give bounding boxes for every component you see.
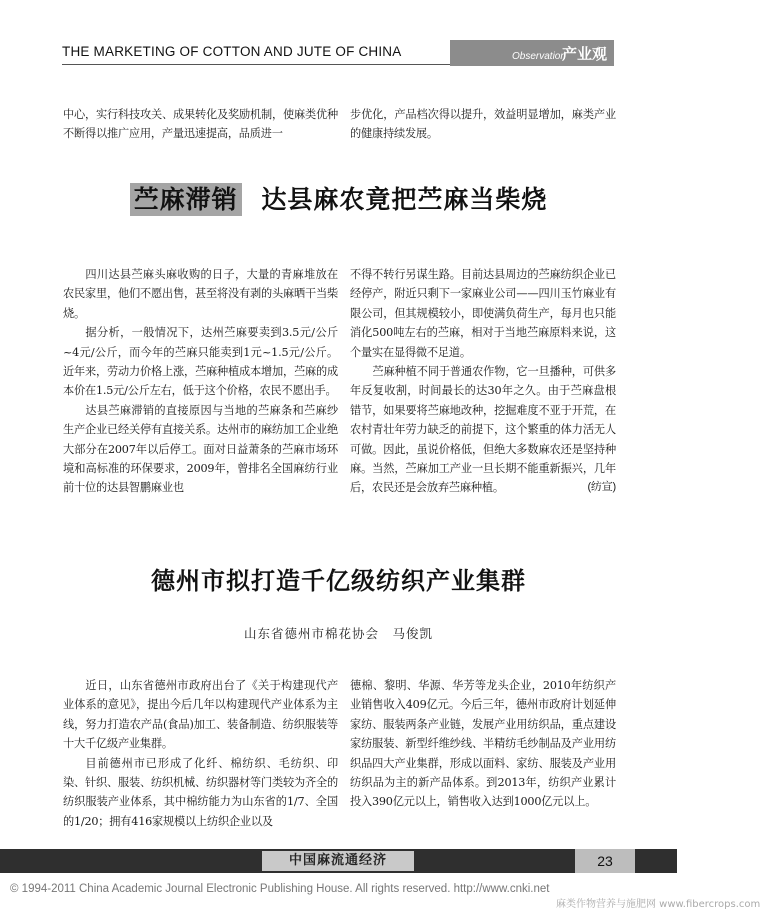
- paragraph: 目前德州市已形成了化纤、棉纺织、毛纺织、印染、针织、服装、纺织机械、纺织器材等门类较为齐全的纺织服装产业体系，其中棉纺能力为山东省的1/7、全国的1/20；拥有416家规模以上纺织企业以及: [63, 756, 338, 828]
- prev-article-right-column: [350, 105, 616, 144]
- section-badge: [450, 40, 614, 84]
- article-1-title: [0, 180, 677, 216]
- article-1-left-column: [63, 265, 338, 498]
- prev-article-left-column: [63, 105, 338, 144]
- article-1-title-highlight: 苎麻滞销: [130, 183, 242, 216]
- article-1-right-column: [350, 265, 616, 498]
- paragraph: 四川达县苎麻头麻收购的日子，大量的青麻堆放在农民家里，他们不愿出售，甚至将没有剥的头麻晒干当柴烧。: [63, 268, 338, 320]
- paragraph: 德棉、黎明、华源、华芳等龙头企业，2010年纺织产业销售收入409亿元。今后三年，德州市政府计划延伸家纺、服装两条产业链，发展产业用纺织品，重点建设家纺服装、新型纤维纱线、半精纺毛纱制品及产业用纺织品四大产业集群，形成以面料、家纺、服装及产业用纺织品为主的新产品体系。到2013年，纺织产业累计投入390亿元以上，销售收入达到1000亿元以上。: [350, 679, 616, 809]
- section-label-en: Observation: [512, 51, 566, 62]
- paragraph-text: 苎麻种植不同于普通农作物，它一旦播种，可供多年反复收割，时间最长的达30年之久。由于苎麻盘根错节，如果要将苎麻地改种，挖掘难度不亚于开荒，在农村青壮年劳力缺乏的前提下，这个繁重的体力活无人可做。因此，虽说价格低，但绝大多数麻农还是坚持种麻。当然，苎麻加工产业一旦长期不能重新振兴，几年后，农民还是会放弃苎麻种植。: [350, 365, 616, 495]
- section-label-cn: 产业观察: [562, 45, 608, 84]
- article-2-right-column: [350, 676, 616, 812]
- article-1-title-rest: 达县麻农竟把苎麻当柴烧: [261, 185, 548, 214]
- paragraph: [350, 362, 616, 498]
- paragraph: 达县苎麻滞销的直接原因与当地的苎麻条和苎麻纱生产企业已经关停有直接关系。达州市的麻纺加工企业绝大部分在2007年以后停工。面对日益萧条的苎麻市场环境和高标准的环保要求，2009年，曾排名全国麻纺行业前十位的达县智鹏麻业也: [63, 403, 338, 495]
- paragraph: 近日，山东省德州市政府出台了《关于构建现代产业体系的意见》，提出今后几年以构建现代产业体系为主线，努力打造农产品(食品)加工、装备制造、纺织服装等十大千亿级产业集群。: [63, 679, 338, 751]
- paragraph: 不得不转行另谋生路。目前达县周边的苎麻纺织企业已经停产，附近只剩下一家麻业公司——四川玉竹麻业有限公司，但其规模较小，即使满负荷生产，每月也只能消化500吨左右的苎麻，相对于当地苎麻原料来说，这个量实在显得微不足道。: [350, 268, 616, 359]
- article-2-left-column: [63, 676, 338, 831]
- article-1-credit: (纺宣): [587, 481, 616, 494]
- copyright-notice: © 1994-2011 China Academic Journal Electronic Publishing House. All rights reserved. http://www.cnki.net: [10, 883, 550, 895]
- journal-masthead: THE MARKETING OF COTTON AND JUTE OF CHINA: [62, 44, 402, 59]
- paragraph: 中心，实行科技攻关、成果转化及奖励机制，使麻类优种不断得以推广应用，产量迅速提高，品质进一: [63, 108, 338, 141]
- watermark: 麻类作物营养与施肥网 www.fibercrops.com: [556, 899, 760, 910]
- paragraph: 步优化，产品档次得以提升，效益明显增加，麻类产业的健康持续发展。: [350, 108, 616, 141]
- paragraph: 据分析，一般情况下，达州苎麻要卖到3.5元/公斤~4元/公斤，而今年的苎麻只能卖到1元~1.5元/公斤。近年来，劳动力价格上涨，苎麻种植成本增加，苎麻的成本价在1.5元/公斤左右，低于这个价格，农民不愿出手。: [63, 326, 338, 398]
- article-2-title: 德州市拟打造千亿级纺织产业集群: [151, 567, 526, 595]
- footer-journal-label: 中国麻流通经济: [262, 851, 414, 871]
- page-number: 23: [575, 849, 635, 873]
- article-2-byline: 山东省德州市棉花协会 马俊凯: [243, 626, 433, 641]
